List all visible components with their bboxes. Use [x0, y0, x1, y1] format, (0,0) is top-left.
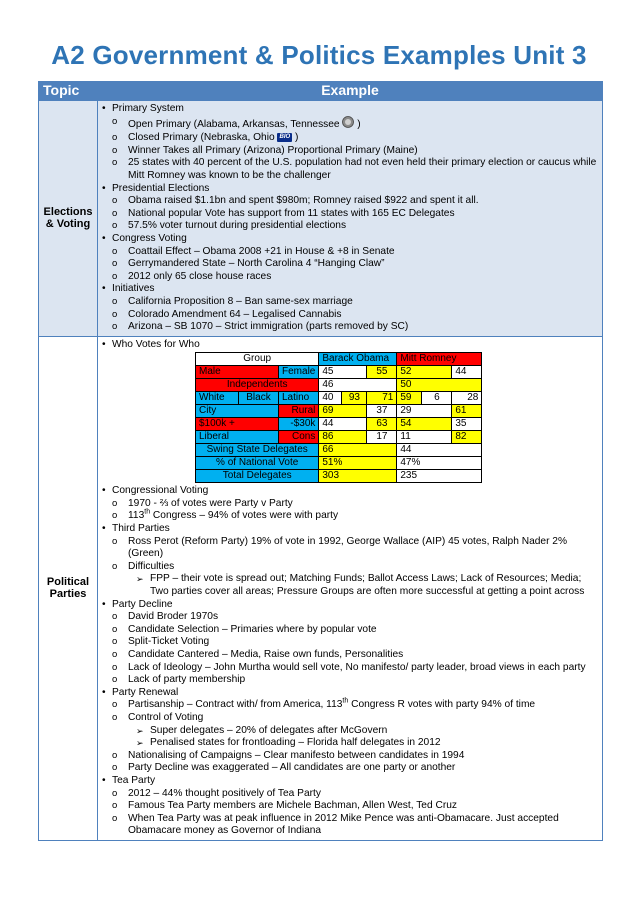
- examples-table: [38, 81, 603, 841]
- romney-black: 6: [422, 392, 452, 405]
- obama-total: 303: [319, 470, 397, 483]
- list-item: o Lack of party membership: [102, 674, 600, 687]
- list-item: o 113th Congress – 94% of votes were with party: [102, 510, 600, 523]
- list-item: o Colorado Amendment 64 – Legalised Cannabis: [102, 309, 600, 322]
- votes-header-group: Group: [196, 353, 319, 366]
- list-item: • Primary System: [102, 103, 600, 116]
- table-row: [39, 336, 603, 840]
- list-item: o Control of Voting: [102, 712, 600, 725]
- obama-city: 69: [319, 405, 367, 418]
- obama-rural: 37: [367, 405, 397, 418]
- romney-independents: 50: [397, 379, 482, 392]
- obama-male: 45: [319, 366, 367, 379]
- table-row: [39, 101, 603, 337]
- list-item: • Presidential Elections: [102, 183, 600, 196]
- list-item: • Third Parties: [102, 523, 600, 536]
- list-item: • Party Decline: [102, 599, 600, 612]
- group-city: City: [196, 405, 279, 418]
- topic-elections: Elections & Voting: [39, 101, 98, 337]
- list-item: ➢ FPP – their vote is spread out; Matching Funds; Ballot Access Laws; Lack of Resources; Media; Two parties cover all areas; Pressure Groups are often more successful at getting a point across: [102, 573, 600, 598]
- list-item: ➢ Penalised states for frontloading – Florida half delegates in 2012: [102, 737, 600, 750]
- obama-female: 55: [367, 366, 397, 379]
- list-item: o Party Decline was exaggerated – All candidates are one party or another: [102, 762, 600, 775]
- obama-black: 93: [342, 392, 367, 405]
- votes-header-romney: Mitt Romney: [397, 353, 482, 366]
- obama-pct: 51%: [319, 457, 397, 470]
- list-item: • Congress Voting: [102, 233, 600, 246]
- romney-latino: 28: [452, 392, 482, 405]
- list-item: o Gerrymandered State – North Carolina 4 “Hanging Claw”: [102, 258, 600, 271]
- list-item: • Who Votes for Who: [102, 339, 600, 352]
- list-item: o Candidate Cantered – Media, Raise own funds, Personalities: [102, 649, 600, 662]
- romney-pct: 47%: [397, 457, 482, 470]
- example-parties: [98, 336, 603, 840]
- group-total: Total Delegates: [196, 470, 319, 483]
- list-item: o Ross Perot (Reform Party) 19% of vote in 1992, George Wallace (AIP) 45 votes, Ralph Nader 2% (Green): [102, 536, 600, 561]
- list-item: o Winner Takes all Primary (Arizona) Proportional Primary (Maine): [102, 145, 600, 158]
- list-item: o When Tea Party was at peak influence in 2012 Mike Pence was anti-Obamacare. Just accepted Obamacare money as Governor of Indiana: [102, 813, 600, 838]
- list-item: o 2012 only 65 close house races: [102, 271, 600, 284]
- header-example: Example: [98, 82, 603, 101]
- list-item: o Closed Primary (Nebraska, Ohio BIO ): [102, 132, 600, 145]
- list-item: o Candidate Selection – Primaries where by popular vote: [102, 624, 600, 637]
- group-independents: Independents: [196, 379, 319, 392]
- group-white: White: [196, 392, 239, 405]
- header-topic: Topic: [39, 82, 98, 101]
- list-item: o California Proposition 8 – Ban same-sex marriage: [102, 296, 600, 309]
- group-latino: Latino: [279, 392, 319, 405]
- list-item: o Partisanship – Contract with/ from America, 113th Congress R votes with party 94% of time: [102, 699, 600, 712]
- obama-income-low: 63: [367, 418, 397, 431]
- romney-city: 29: [397, 405, 452, 418]
- romney-income-high: 54: [397, 418, 452, 431]
- romney-male: 52: [397, 366, 452, 379]
- votes-header-obama: Barack Obama: [319, 353, 397, 366]
- group-black: Black: [239, 392, 279, 405]
- example-elections: [98, 101, 603, 337]
- romney-rural: 61: [452, 405, 482, 418]
- group-rural: Rural: [279, 405, 319, 418]
- list-item: o Obama raised $1.1bn and spent $980m; Romney raised $922 and spent it all.: [102, 195, 600, 208]
- romney-total: 235: [397, 470, 482, 483]
- obama-white: 40: [319, 392, 342, 405]
- romney-liberal: 11: [397, 431, 452, 444]
- obama-independents: 46: [319, 379, 397, 392]
- list-item: o Difficulties: [102, 561, 600, 574]
- page-title: A2 Government & Politics Examples Unit 3: [51, 40, 587, 70]
- list-item: o Coattail Effect – Obama 2008 +21 in House & +8 in Senate: [102, 246, 600, 259]
- list-item: o Lack of Ideology – John Murtha would sell vote, No manifesto/ party leader, broad views in each party: [102, 662, 600, 675]
- list-item: ➢ Super delegates – 20% of delegates after McGovern: [102, 725, 600, 738]
- obama-cons: 17: [367, 431, 397, 444]
- romney-cons: 82: [452, 431, 482, 444]
- list-item: • Congressional Voting: [102, 485, 600, 498]
- votes-table: [195, 352, 482, 483]
- group-income-low: -$30k: [279, 418, 319, 431]
- list-item: o 1970 - ⅔ of votes were Party v Party: [102, 498, 600, 511]
- group-pct: % of National Vote: [196, 457, 319, 470]
- romney-white: 59: [397, 392, 422, 405]
- obama-swing: 66: [319, 444, 397, 457]
- list-item: o 25 states with 40 percent of the U.S. population had not even held their primary election or caucus while Mitt Romney was known to be the challenger: [102, 157, 600, 182]
- obama-liberal: 86: [319, 431, 367, 444]
- list-item: o Nationalising of Campaigns – Clear manifesto between candidates in 1994: [102, 750, 600, 763]
- list-item: o Open Primary (Alabama, Arkansas, Tennessee ): [102, 116, 600, 133]
- romney-income-low: 35: [452, 418, 482, 431]
- list-item: o 2012 – 44% thought positively of Tea Party: [102, 788, 600, 801]
- obama-income-high: 44: [319, 418, 367, 431]
- list-item: • Party Renewal: [102, 687, 600, 700]
- list-item: • Initiatives: [102, 283, 600, 296]
- ohio-logo-icon: BIO: [279, 134, 291, 140]
- list-item: o 57.5% voter turnout during presidential elections: [102, 220, 600, 233]
- list-item: o Split-Ticket Voting: [102, 636, 600, 649]
- list-item: • Tea Party: [102, 775, 600, 788]
- list-item: o David Broder 1970s: [102, 611, 600, 624]
- group-liberal: Liberal: [196, 431, 279, 444]
- group-male: Male: [196, 366, 279, 379]
- romney-female: 44: [452, 366, 482, 379]
- group-income-high: $100k +: [196, 418, 279, 431]
- list-item: o National popular Vote has support from 11 states with 165 EC Delegates: [102, 208, 600, 221]
- obama-latino: 71: [367, 392, 397, 405]
- group-female: Female: [279, 366, 319, 379]
- romney-swing: 44: [397, 444, 482, 457]
- table-header-row: [39, 82, 603, 101]
- topic-parties: Political Parties: [39, 336, 98, 840]
- list-item: o Famous Tea Party members are Michele Bachman, Allen West, Ted Cruz: [102, 800, 600, 813]
- tennessee-seal-icon: [342, 116, 354, 133]
- list-item: o Arizona – SB 1070 – Strict immigration (parts removed by SC): [102, 321, 600, 334]
- group-cons: Cons: [279, 431, 319, 444]
- group-swing: Swing State Delegates: [196, 444, 319, 457]
